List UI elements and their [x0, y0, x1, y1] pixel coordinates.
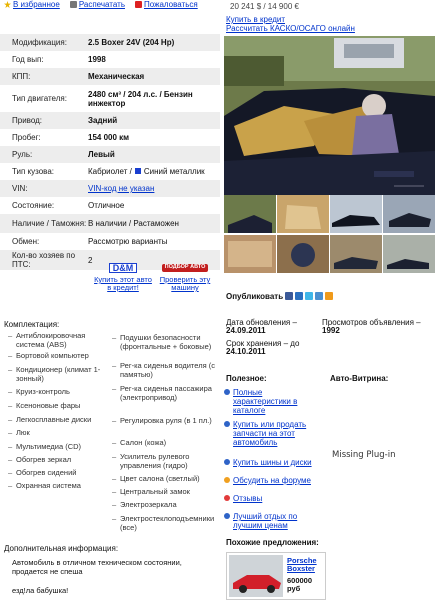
partner-ads: [92, 262, 216, 306]
similar-offer-card[interactable]: [226, 552, 326, 600]
podbor-logo-text: ПОДБОР АВТО: [162, 264, 209, 272]
equipment-item: – Обогрев зеркал: [8, 456, 108, 465]
extra-info-title: Дополнительная информация:: [4, 544, 119, 553]
thumbnail[interactable]: [383, 235, 435, 273]
spec-key: Состояние:: [12, 201, 55, 210]
spec-key: Наличие / Таможня:: [12, 219, 87, 228]
twitter-icon[interactable]: [305, 292, 313, 300]
dm-logo-text: D&M: [109, 263, 138, 273]
print-label: Распечатать: [78, 0, 125, 9]
spec-row-year: [0, 51, 220, 68]
equipment-item: – Усилитель рулевого управления (гидро): [112, 453, 218, 470]
equipment-item: – Антиблокировочная система (ABS): [8, 332, 108, 349]
spec-value: 154 000 км: [88, 133, 130, 142]
wheel-icon: [224, 459, 230, 465]
spec-value: [88, 167, 220, 176]
views-label: Просмотров объявления –: [322, 318, 421, 327]
complain-label: Пожаловаться: [143, 0, 198, 9]
spec-row-condition: [0, 197, 220, 214]
forum-link[interactable]: Обсудить на форуме: [233, 476, 311, 485]
thumbnail[interactable]: [383, 195, 435, 233]
spec-row-customs: [0, 214, 220, 233]
right-column: [224, 0, 444, 600]
thumbnail-image: [224, 195, 276, 233]
vkontakte-icon[interactable]: [285, 292, 293, 300]
publish-row: [226, 292, 333, 301]
spec-value: 2.5 Boxer 24V (204 Hp): [88, 38, 175, 47]
tires-link-item[interactable]: [224, 458, 324, 467]
spec-key: Руль:: [12, 150, 33, 159]
facebook-icon[interactable]: [295, 292, 303, 300]
podbor-logo: [162, 262, 209, 274]
thumbnail-image: [383, 195, 435, 233]
spec-key: Пробег:: [12, 133, 41, 142]
spec-value: Левый: [88, 150, 115, 159]
equipment-item: – Рег-ка сиденья пассажира (электропривод): [112, 385, 218, 402]
equipment-item: – Центральный замок: [112, 488, 218, 497]
similar-offer-price: 600000 руб: [287, 576, 313, 593]
thumbnail[interactable]: [330, 195, 382, 233]
equipment-item: – Люк: [8, 429, 108, 438]
updated-label: Дата обновления –: [226, 318, 297, 327]
spec-key: Год вып:: [12, 55, 44, 64]
printer-icon: [70, 1, 77, 8]
spec-row-mileage: [0, 129, 220, 146]
expire-date: 24.10.2011: [226, 347, 266, 356]
thumbnail-image: [277, 195, 329, 233]
spec-value: Задний: [88, 116, 118, 125]
spec-key: КПП:: [12, 72, 31, 81]
top-links: [4, 0, 198, 10]
similar-offer-image: [229, 555, 283, 597]
insurance-link[interactable]: Рассчитать КАСКО/ОСАГО онлайн: [226, 24, 355, 33]
spec-value: Механическая: [88, 72, 145, 81]
equipment-item: – Электростеклоподъемники (все): [112, 515, 218, 532]
thumbnail-image: [330, 195, 382, 233]
price-text: 20 241 $ / 14 900 €: [230, 2, 299, 11]
catalog-link[interactable]: Полные характеристики в каталоге: [233, 388, 298, 415]
updated-date: 24.09.2011: [226, 326, 266, 335]
equipment-item: – Салон (кожа): [112, 439, 218, 448]
spec-value: 2480 см³ / 204 л.с. / Бензин инжектор: [88, 89, 193, 108]
spec-table: [0, 34, 220, 270]
equipment-item: – Ксеноновые фары: [8, 402, 108, 411]
spec-row-vin: [0, 180, 220, 197]
equipment-item: – Регулировка руля (в 1 пл.): [112, 417, 218, 426]
spec-row-body: [0, 163, 220, 180]
equipment-title: Комплектация:: [4, 320, 60, 329]
thumbnail[interactable]: [277, 195, 329, 233]
equipment-item: – Круиз-контроль: [8, 388, 108, 397]
main-car-photo[interactable]: [224, 36, 435, 195]
thumbnail[interactable]: [224, 235, 276, 273]
print-link[interactable]: [70, 0, 125, 10]
spec-value: 2: [88, 255, 93, 265]
views-count: 1992: [322, 326, 340, 335]
travel-link[interactable]: Лучший отдых по лучшим ценам: [233, 512, 298, 530]
forum-link-item[interactable]: [224, 476, 324, 485]
parts-link-item[interactable]: [224, 420, 314, 447]
catalog-link-item[interactable]: [224, 388, 314, 415]
thumbnail-image: [383, 235, 435, 273]
spec-key: Тип кузова:: [12, 167, 55, 176]
body-color: Синий металлик: [143, 167, 205, 176]
parts-link[interactable]: Купить или продать запчасти на этот автомобиль: [233, 420, 307, 447]
spec-value: Отличное: [88, 201, 125, 210]
publish-label: Опубликовать: [226, 292, 284, 301]
left-column: [0, 0, 220, 600]
missing-plugin-notice: Missing Plug-in: [332, 450, 396, 460]
vin-link[interactable]: VIN-код не указан: [88, 184, 155, 193]
warning-icon: [135, 1, 142, 8]
add-favorite-link[interactable]: [4, 0, 60, 10]
equipment-item: – Бортовой компьютер: [8, 352, 108, 361]
complain-link[interactable]: [135, 0, 198, 10]
body-type: Кабриолет /: [88, 167, 132, 176]
reviews-icon: [224, 495, 230, 501]
check-car-link[interactable]: Проверить эту машину: [159, 275, 211, 292]
reviews-link-item[interactable]: [224, 494, 324, 503]
equipment-item: – Цвет салона (светлый): [112, 475, 218, 484]
thumbnail-image: [224, 235, 276, 273]
check-car-ad[interactable]: [154, 262, 216, 306]
rss-icon[interactable]: [325, 292, 333, 300]
reviews-link[interactable]: Отзывы: [233, 494, 263, 503]
useful-title: Полезное:: [226, 374, 267, 383]
extra-info-text: Автомобиль в отличном техническом состоянии, продается не спеша: [12, 558, 182, 576]
equipment-item: – Мультимедиа (CD): [8, 443, 108, 452]
equipment-item: – Обогрев сидений: [8, 469, 108, 478]
car-photo-image: [224, 36, 435, 195]
spec-key: Кол-во хозяев по ПТС:: [12, 251, 76, 269]
favorites-label: В избранное: [13, 0, 60, 9]
autovitrina-title: Авто-Витрина:: [330, 374, 389, 383]
livejournal-icon[interactable]: [315, 292, 323, 300]
travel-icon: [224, 513, 230, 519]
credit-ad[interactable]: [92, 262, 154, 306]
travel-link-item[interactable]: [224, 512, 314, 530]
spec-row-gearbox: [0, 68, 220, 85]
similar-offer-photo[interactable]: [229, 555, 283, 597]
tires-link[interactable]: Купить шины и диски: [233, 458, 312, 467]
similar-offer-name[interactable]: Porsche Boxster: [287, 556, 317, 573]
credit-ad-link[interactable]: Купить этот авто в кредит!: [94, 275, 152, 292]
spec-key: Привод:: [12, 116, 42, 125]
spec-key: VIN:: [12, 184, 28, 193]
spec-key: Тип двигателя:: [12, 94, 67, 103]
equipment-item: – Кондиционер (климат 1-зонный): [8, 366, 108, 383]
spec-row-exchange: [0, 233, 220, 250]
thumbnail-image: [277, 235, 329, 273]
spec-value: Рассмотрю варианты: [88, 237, 168, 246]
thumbnail-gallery: [224, 195, 435, 273]
similar-title: Похожие предложения:: [226, 538, 319, 547]
thumbnail-image: [330, 235, 382, 273]
spec-key: Модификация:: [12, 38, 67, 47]
credit-link[interactable]: Купить в кредит: [226, 15, 286, 24]
equipment-item: – Охранная система: [8, 482, 108, 491]
spec-value: В наличии / Растаможен: [88, 219, 179, 228]
spec-row-engine: [0, 85, 220, 112]
thumbnail[interactable]: [224, 195, 276, 233]
catalog-icon: [224, 389, 230, 395]
thumbnail[interactable]: [277, 235, 329, 273]
equipment-item: – Рег-ка сиденья водителя (с памятью): [112, 362, 218, 379]
spec-value: 1998: [88, 55, 106, 64]
dm-logo: [109, 262, 138, 274]
star-icon: [4, 1, 11, 8]
color-swatch: [135, 168, 141, 174]
gear-icon: [224, 421, 230, 427]
equipment-item: – Подушки безопасности (фронтальные + боковые): [112, 334, 218, 351]
equipment-item: – Легкосплавные диски: [8, 416, 108, 425]
forum-icon: [224, 477, 230, 483]
equipment-item: – Электрозеркала: [112, 501, 218, 510]
thumbnail[interactable]: [330, 235, 382, 273]
extra-info-text-2: езд!ла бабушка!: [12, 586, 69, 595]
spec-row-drive: [0, 112, 220, 129]
spec-row-modification: [0, 34, 220, 51]
spec-row-wheel: [0, 146, 220, 163]
spec-key: Обмен:: [12, 237, 40, 246]
expire-label: Срок хранения – до: [226, 339, 300, 348]
